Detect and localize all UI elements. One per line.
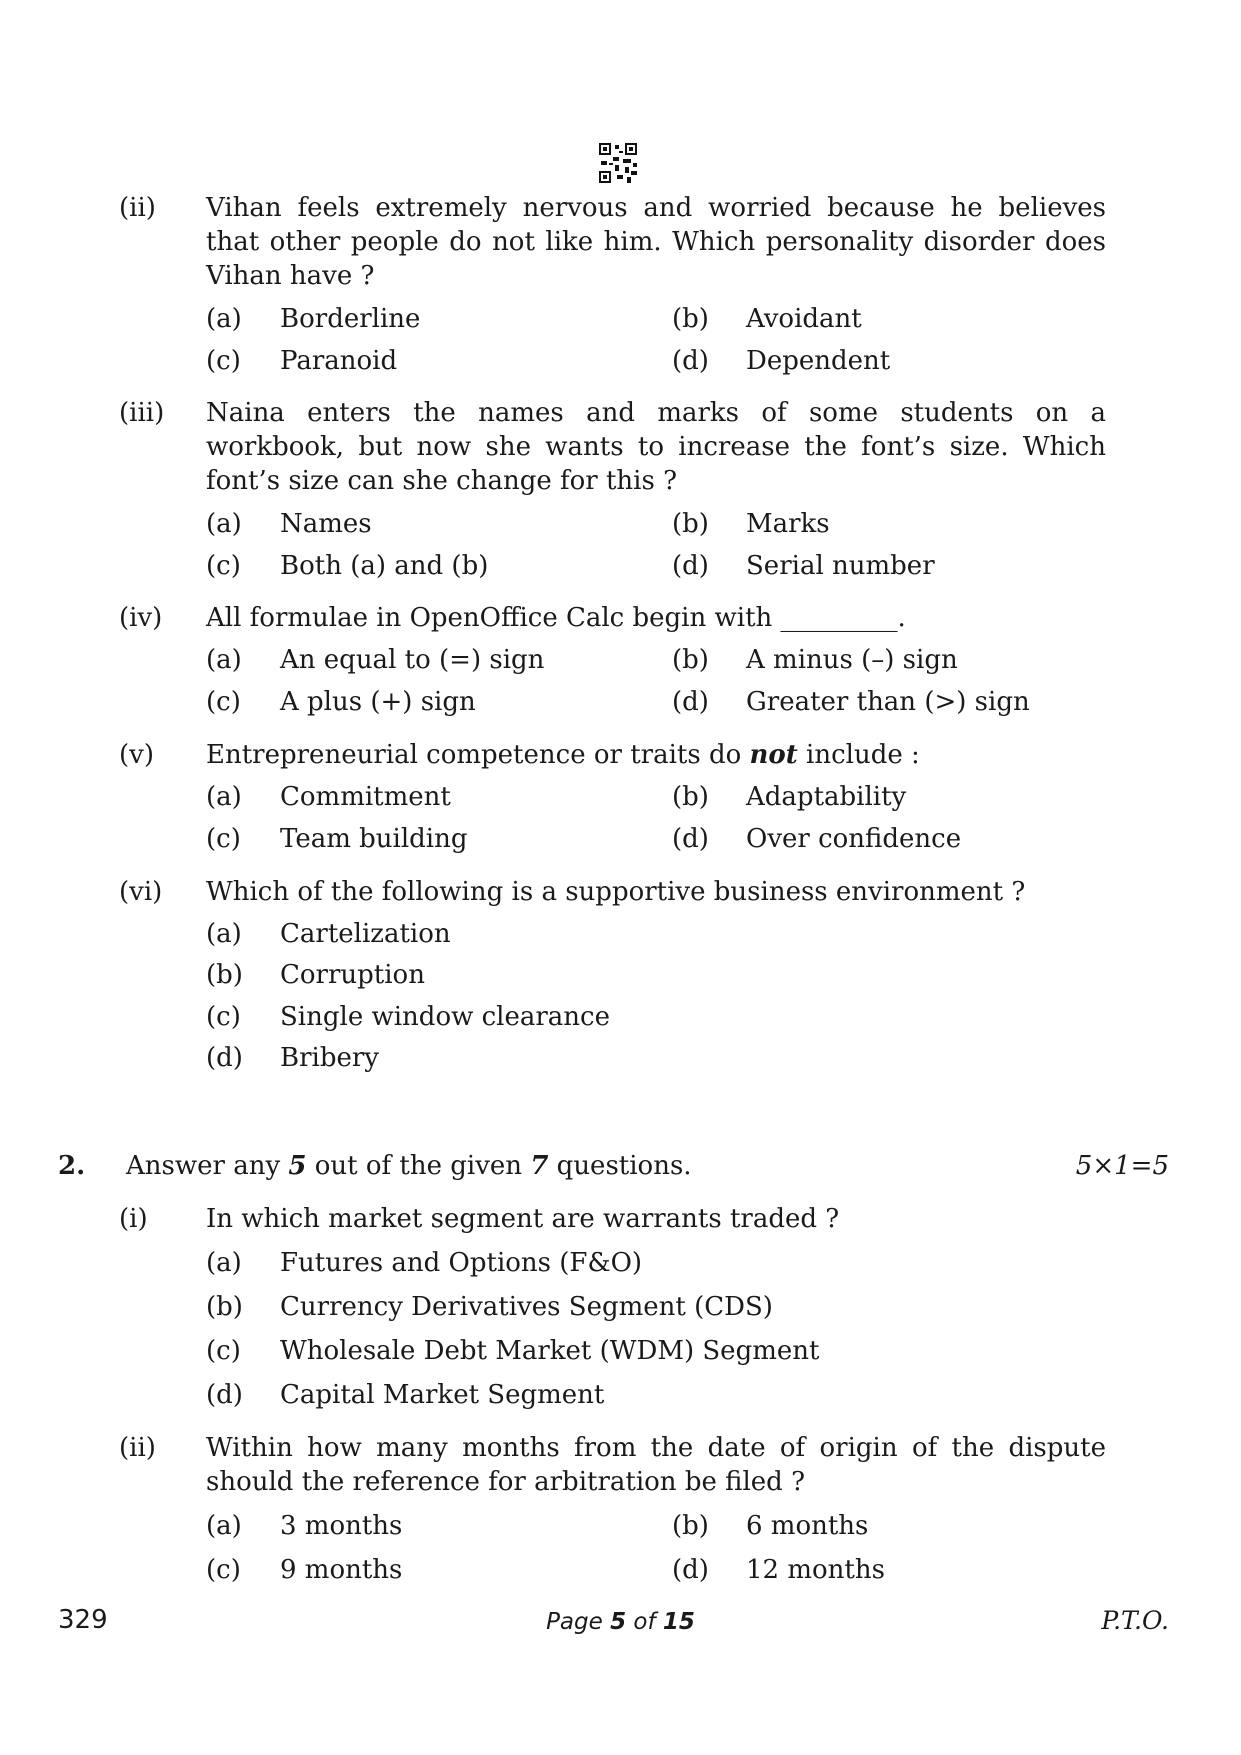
- instruction-number: 5: [288, 1151, 307, 1181]
- question-text: All formulae in OpenOffice Calc begin with _________.: [206, 603, 906, 633]
- option-label: (b): [672, 1511, 709, 1541]
- option-label: (d): [672, 1555, 709, 1585]
- option-text: Names: [280, 509, 372, 539]
- option-label: (b): [672, 645, 709, 675]
- option-text: Greater than (>) sign: [746, 687, 1030, 717]
- instruction-text: questions.: [556, 1151, 692, 1181]
- option-label: (d): [672, 687, 709, 717]
- question-number: (vi): [119, 877, 163, 907]
- option-text: Paranoid: [280, 346, 398, 376]
- option-label: (b): [206, 1292, 243, 1322]
- option-text: Avoidant: [746, 304, 862, 334]
- option-text: Borderline: [280, 304, 421, 334]
- option-text: Wholesale Debt Market (WDM) Segment: [280, 1336, 820, 1366]
- option-label: (c): [206, 824, 241, 854]
- option-label: (a): [206, 304, 242, 334]
- option-label: (d): [672, 346, 709, 376]
- option-label: (b): [672, 509, 709, 539]
- option-label: (b): [672, 782, 709, 812]
- option-text: Adaptability: [746, 782, 907, 812]
- question-number: (iv): [119, 603, 163, 633]
- option-text: Commitment: [280, 782, 451, 812]
- option-label: (c): [206, 346, 241, 376]
- option-label: (a): [206, 1511, 242, 1541]
- question-text: [206, 738, 1106, 772]
- option-text: Serial number: [746, 551, 935, 581]
- option-label: (a): [206, 645, 242, 675]
- option-text: Futures and Options (F&O): [280, 1248, 643, 1278]
- instruction-number: 7: [530, 1151, 549, 1181]
- question-instruction: [126, 1149, 692, 1183]
- instruction-text: out of the given: [314, 1151, 523, 1181]
- question-number: (v): [119, 740, 154, 770]
- question-number: 2.: [58, 1151, 86, 1181]
- question-number: (ii): [119, 1433, 156, 1463]
- question-number: (i): [119, 1204, 148, 1234]
- question-text: Vihan feels extremely nervous and worried because he believes that other people do not like him. Which personality disorder does Vihan have ?: [206, 193, 1106, 291]
- option-text: A minus (–) sign: [746, 645, 958, 675]
- option-text: 12 months: [746, 1555, 885, 1585]
- option-text: Cartelization: [280, 919, 451, 949]
- option-label: (b): [672, 304, 709, 334]
- option-label: (d): [206, 1380, 243, 1410]
- option-text: Capital Market Segment: [280, 1380, 605, 1410]
- option-text: An equal to (=) sign: [280, 645, 545, 675]
- option-text: 6 months: [746, 1511, 869, 1541]
- page-word: Page: [546, 1609, 603, 1635]
- question-text-part: Entrepreneurial competence or traits do: [206, 740, 742, 770]
- option-label: (a): [206, 919, 242, 949]
- option-text: Bribery: [280, 1043, 379, 1073]
- paper-code: 329: [58, 1605, 108, 1635]
- option-label: (b): [206, 960, 243, 990]
- option-label: (a): [206, 782, 242, 812]
- question-number: (iii): [119, 398, 165, 428]
- question-text: Which of the following is a supportive business environment ?: [206, 877, 1026, 907]
- page-current: 5: [610, 1609, 627, 1635]
- page-total: 15: [662, 1609, 695, 1635]
- option-label: (c): [206, 1555, 241, 1585]
- option-text: Over confidence: [746, 824, 962, 854]
- question-text: Naina enters the names and marks of some students on a workbook, but now she wants to increase the font’s size. Which font’s size can she change for this ?: [206, 398, 1106, 496]
- question-text: Within how many months from the date of origin of the dispute should the reference for arbitration be filed ?: [206, 1433, 1106, 1497]
- option-text: 9 months: [280, 1555, 403, 1585]
- pto-label: P.T.O.: [1101, 1606, 1169, 1635]
- option-label: (d): [672, 824, 709, 854]
- option-label: (c): [206, 687, 241, 717]
- option-text: Currency Derivatives Segment (CDS): [280, 1292, 773, 1322]
- option-label: (d): [672, 551, 709, 581]
- marks-allocation: 5×1=5: [1075, 1151, 1169, 1181]
- option-text: Single window clearance: [280, 1002, 611, 1032]
- option-text: Corruption: [280, 960, 425, 990]
- question-text-part: include :: [806, 740, 920, 770]
- option-label: (d): [206, 1043, 243, 1073]
- option-text: A plus (+) sign: [280, 687, 476, 717]
- option-text: Marks: [746, 509, 830, 539]
- option-label: (c): [206, 1002, 241, 1032]
- option-label: (c): [206, 551, 241, 581]
- option-text: Both (a) and (b): [280, 551, 489, 581]
- option-label: (c): [206, 1336, 241, 1366]
- question-text: In which market segment are warrants traded ?: [206, 1204, 840, 1234]
- emphasis-word: not: [749, 740, 798, 770]
- option-label: (a): [206, 1248, 242, 1278]
- page-of: of: [633, 1609, 656, 1635]
- option-text: Team building: [280, 824, 468, 854]
- option-text: 3 months: [280, 1511, 403, 1541]
- option-text: Dependent: [746, 346, 891, 376]
- qr-code-image: [599, 143, 637, 183]
- option-label: (a): [206, 509, 242, 539]
- page-indicator: [0, 1607, 1241, 1637]
- instruction-text: Answer any: [126, 1151, 281, 1181]
- question-number: (ii): [119, 193, 156, 223]
